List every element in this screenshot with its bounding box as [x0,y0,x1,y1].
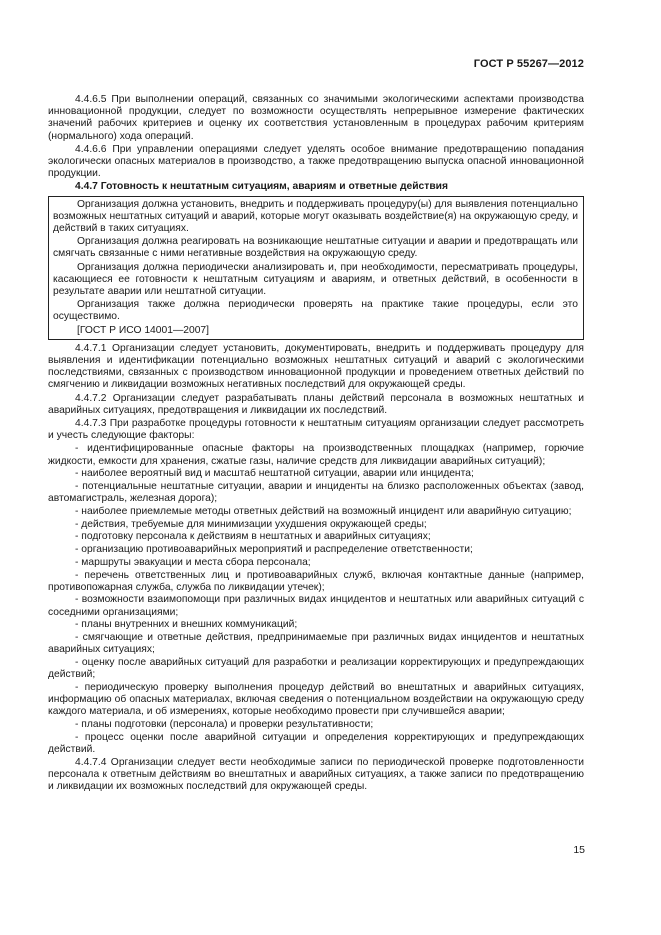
quote-reference: [ГОСТ Р ИСО 14001—2007] [77,324,210,336]
quote-paragraph: Организация должна периодически анализировать и, при необходимости, пересматривать процедуры, касающиеся ее готовности к нештатным ситуациям и авариям, и ответных действий, в особенности в результате аварии или нештатной ситуации. [53,261,578,298]
list-item: - организацию противоаварийных мероприятий и распределение ответственности; [75,544,473,556]
paragraph-4-4-6-5: 4.4.6.5 При выполнении операций, связанных со значимыми экологическими аспектами производства инновационной продукции, следует по возможности осуществлять непрерывное измерение фактических значений рабочих критериев и оценку их соответствия установленным в процедурах рабочим критериям (нормального) хода операций. [48,94,584,142]
paragraph-4-4-7-4: 4.4.7.4 Организации следует вести необходимые записи по периодической проверке подготовленности персонала к ответным действиям во внештатных и аварийных ситуациях, а также записи по предотвращению и ликвидации их возможных последствий для окружающей среды. [48,756,584,792]
list-item: - возможности взаимопомощи при различных видах инцидентов и нештатных или аварийных ситуаций с соседними организациями; [48,594,584,618]
list-item: - перечень ответственных лиц и противоаварийных служб, включая контактные данные (например, противопожарная служба, служба по ликвидации утечек); [48,569,584,593]
list-item: - наиболее приемлемые методы ответных действий на возможный инцидент или аварийную ситуацию; [75,506,572,517]
list-item: - наиболее вероятный вид и масштаб нештатной ситуации, аварии или инцидента; [75,468,474,480]
list-item: - действия, требуемые для минимизации ухудшения окружающей среды; [75,518,427,530]
paragraph-4-4-6-6: 4.4.6.6 При управлении операциями следует уделять особое внимание предотвращению попадания экологически опасных материалов в производство, а также предотвращению выпуска опасной инновационной продукции. [48,143,584,180]
standard-quote-box [48,196,584,340]
list-item: - подготовку персонала к действиям в нештатных и аварийных ситуациях; [75,531,431,543]
list-item: - периодическую проверку выполнения процедур действий во внештатных и аварийных ситуациях, информацию об опасных материалах, включая сведения о потенциальном воздействии на окружающую среду каждого материала, и об измерениях, которые необходимо провести при случившейся аварии; [48,681,584,718]
list-item: - процесс оценки после аварийной ситуации и определения корректирующих и предупреждающих действий. [48,731,584,755]
list-item: - маршруты эвакуации и места сбора персонала; [75,556,311,568]
page-number: 15 [573,844,585,856]
list-item: - планы внутренних и внешних коммуникаций; [75,619,298,631]
paragraph-4-4-7-3: 4.4.7.3 При разработке процедуры готовности к нештатным ситуациям организации следует рассмотреть и учесть следующие факторы: [48,418,584,442]
quote-paragraph: Организация также должна периодически проверять на практике такие процедуры, если это осуществимо. [53,299,578,323]
document-code-header: ГОСТ Р 55267—2012 [473,58,584,70]
list-item: - планы подготовки (персонала) и проверки результативности; [75,718,374,730]
list-item: - смягчающие и ответные действия, предпринимаемые при различных видах инцидентов и нештатных аварийных ситуациях; [48,632,584,656]
quote-paragraph: Организация должна установить, внедрить и поддерживать процедуру(ы) для выявления потенциально возможных нештатных ситуаций и аварий, которые могут оказывать воздействие(я) на окружающую среду, и действий в таких ситуациях. [53,198,578,235]
paragraph-4-4-7-2: 4.4.7.2 Организации следует разрабатывать планы действий персонала в возможных нештатных и аварийных ситуациях, предотвращения и ликвидации их последствий. [48,392,584,416]
quote-paragraph: Организация должна реагировать на возникающие нештатные ситуации и аварии и предотвращать или смягчать связанные с ними негативные воздействия на окружающую среду. [53,236,578,260]
factors-list [48,443,584,756]
section-heading-4-4-7: 4.4.7 Готовность к нештатным ситуациям, авариям и ответные действия [75,181,448,193]
list-item: - оценку после аварийных ситуаций для разработки и реализации корректирующих и предупреждающих действий; [48,656,584,681]
paragraph-4-4-7-1: 4.4.7.1 Организации следует установить, документировать, внедрить и поддерживать процедуру для выявления и идентификации потенциально возможных нештатных ситуаций и аварий с экологическими последствиями, связанных с производством инновационной продукции и проведением ответных действий по смягчению и ликвидации возможных негативных последствий для окружающей среды. [48,342,584,391]
page-body [48,94,584,794]
list-item: - идентифицированные опасные факторы на производственных площадках (например, горючие жидкости, емкости для хранения, сжатые газы, наличие средств для ликвидации аварийных ситуаций); [48,443,584,467]
list-item: - потенциальные нештатные ситуации, аварии и инциденты на близко расположенных объектах (завод, автомагистраль, железная дорога); [48,481,584,505]
